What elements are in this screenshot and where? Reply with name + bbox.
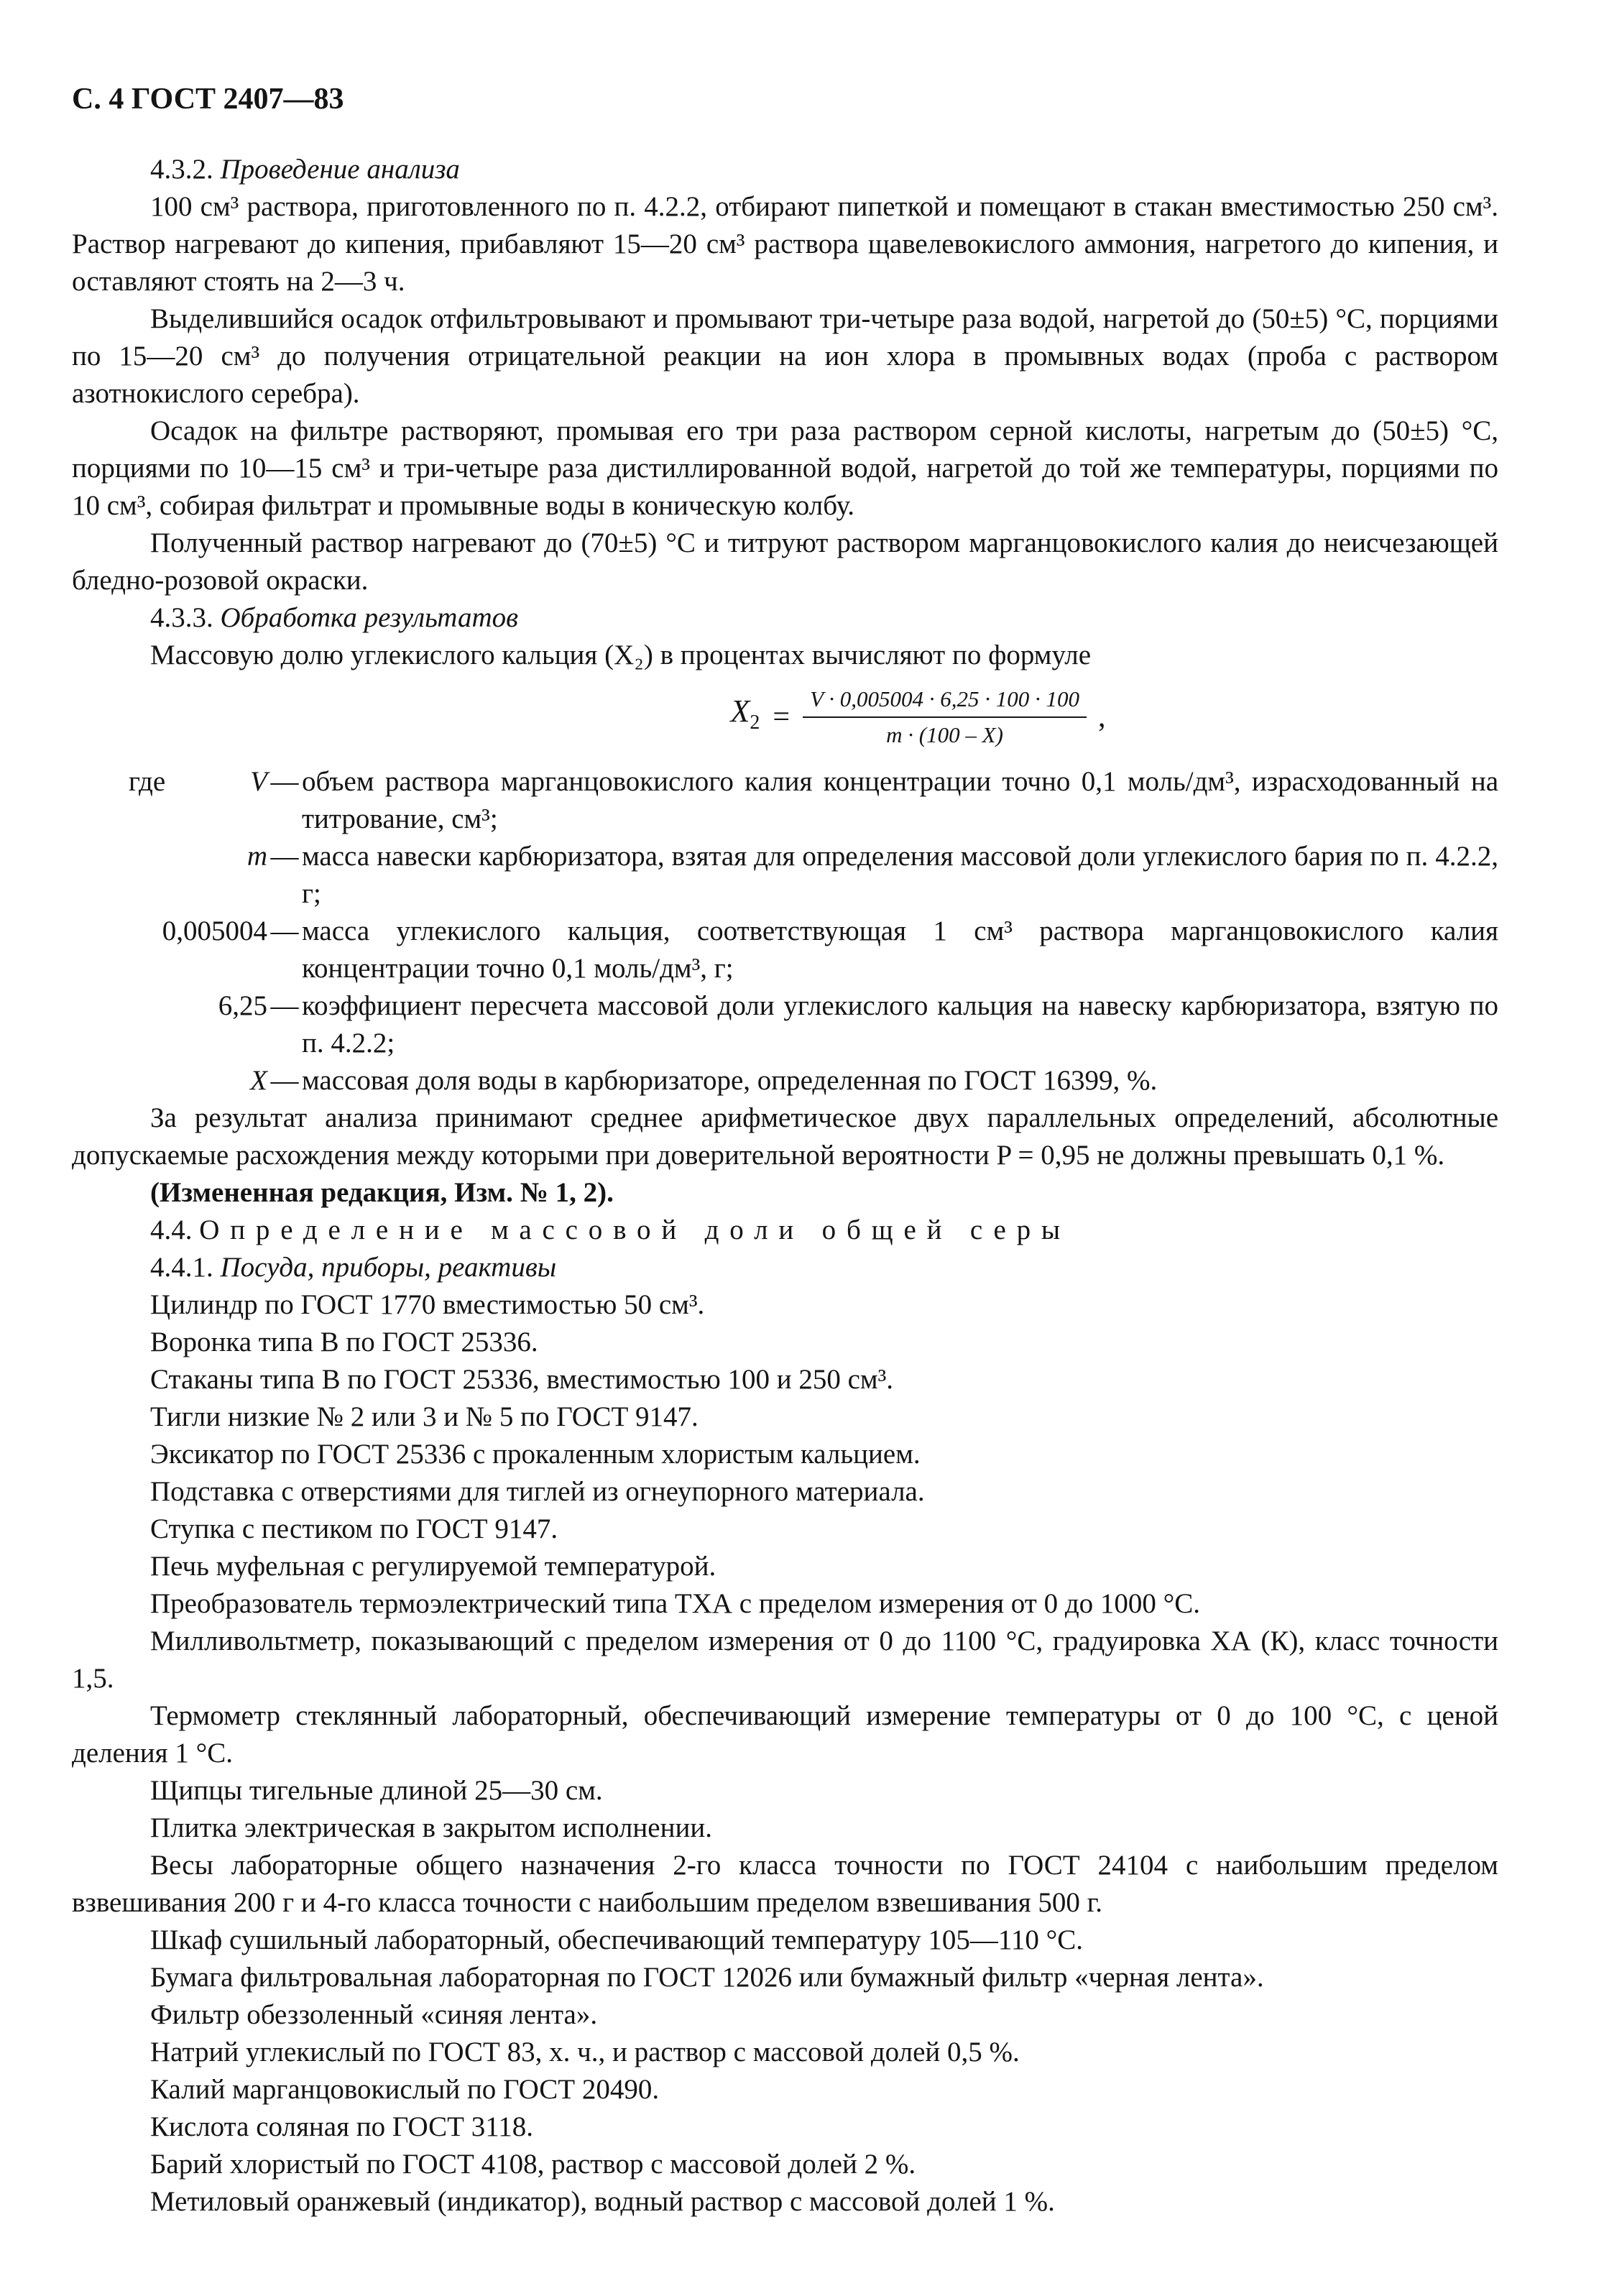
list-item: Кислота соляная по ГОСТ 3118. xyxy=(150,2111,534,2142)
list-item: Преобразователь термоэлектрический типа ТХА с пределом измерения от 0 до 1000 °С. xyxy=(150,1588,1201,1619)
list-item: Калий марганцовокислый по ГОСТ 20490. xyxy=(150,2074,660,2105)
definition-text: массовая доля воды в карбюризаторе, определенная по ГОСТ 16399, %. xyxy=(302,1065,1158,1096)
section-heading-4-4 xyxy=(72,1212,1498,1249)
list-item: Фильтр обеззоленный «синяя лента». xyxy=(150,1999,598,2030)
definition-dash: — xyxy=(270,766,299,797)
section-title: Определение массовой доли общей серы xyxy=(199,1214,1071,1245)
section-number: 4.3.2. xyxy=(150,154,213,185)
section-heading-4-4-1 xyxy=(72,1249,1498,1286)
list-item: Бумага фильтровальная лабораторная по ГОСТ 12026 или бумажный фильтр «черная лента». xyxy=(150,1962,1264,1993)
section-heading-4-3-2 xyxy=(72,151,1498,188)
paragraph: 100 см³ раствора, приготовленного по п. 4.2.2, отбирают пипеткой и помещают в стакан вместимостью 250 см³. Раствор нагревают до кипения, прибавляют 15—20 см³ раствора щавелевокислого аммония, нагретого до кипения, и оставляют стоять на 2—3 ч. xyxy=(72,191,1498,297)
section-number: 4.3.3. xyxy=(150,602,213,633)
list-item: Воронка типа В по ГОСТ 25336. xyxy=(150,1327,538,1357)
definition-symbol: X xyxy=(250,1065,267,1096)
result-paragraph: За результат анализа принимают среднее арифметическое двух параллельных определений, абсолютные допускаемые расхождения между которыми при доверительной вероятности P = 0,95 не должны превышать 0,1 %. xyxy=(72,1102,1498,1171)
list-item: Барий хлористый по ГОСТ 4108, раствор с массовой долей 2 %. xyxy=(150,2149,916,2180)
list-item: Метиловый оранжевый (индикатор), водный раствор с массовой долей 1 %. xyxy=(150,2186,1055,2217)
list-item: Весы лабораторные общего назначения 2-го класса точности по ГОСТ 24104 с наибольшим пределом взвешивания 200 г и 4-го класса точности с наибольшим пределом взвешивания 500 г. xyxy=(72,1850,1498,1918)
definition-row xyxy=(72,913,1498,987)
formula-equals: = xyxy=(773,701,791,734)
list-item: Шкаф сушильный лабораторный, обеспечивающий температуру 105—110 °С. xyxy=(150,1924,1083,1955)
formula-fraction xyxy=(803,683,1087,751)
definition-dash: — xyxy=(270,916,299,946)
formula-denominator: m · (100 – X) xyxy=(886,722,1003,747)
section-heading-4-3-3 xyxy=(72,599,1498,637)
formula-numerator: V · 0,005004 · 6,25 · 100 · 100 xyxy=(803,683,1087,718)
definition-row xyxy=(72,987,1498,1062)
paragraph: Осадок на фильтре растворяют, промывая его три раза раствором серной кислоты, нагретым до (50±5) °С, порциями по 10—15 см³ и три-четыре раза дистиллированной водой, нагретой до той же температуры, порциями по 10 см³, собирая фильтрат и промывные воды в коническую колбу. xyxy=(72,415,1498,521)
amendment-note: (Измененная редакция, Изм. № 1, 2). xyxy=(150,1177,614,1208)
section-title: Обработка результатов xyxy=(220,602,519,633)
definition-text: масса навески карбюризатора, взятая для определения массовой доли углекислого бария по п. 4.2.2, г; xyxy=(302,841,1498,909)
definition-text: коэффициент пересчета массовой доли углекислого кальция на навеску карбюризатора, взятую по п. 4.2.2; xyxy=(302,990,1498,1059)
list-item: Цилиндр по ГОСТ 1770 вместимостью 50 см³. xyxy=(150,1289,705,1320)
definition-row xyxy=(72,763,1498,838)
paragraph: Выделившийся осадок отфильтровывают и промывают три-четыре раза водой, нагретой до (50±5) °С, порциями по 15—20 см³ до получения отрицательной реакции на ион хлора в промывных водах (проба с раствором азотнокислого серебра). xyxy=(72,303,1498,409)
list-item: Натрий углекислый по ГОСТ 83, х. ч., и раствор с массовой долей 0,5 %. xyxy=(150,2037,1020,2067)
list-item: Термометр стеклянный лабораторный, обеспечивающий измерение температуры от 0 до 100 °С, с ценой деления 1 °С. xyxy=(72,1700,1498,1769)
definition-text: масса углекислого кальция, соответствующая 1 см³ раствора марганцовокислого калия концентрации точно 0,1 моль/дм³, г; xyxy=(302,916,1498,984)
equipment-list xyxy=(72,1286,1498,2221)
definition-symbol: где V xyxy=(128,766,267,797)
section-number: 4.4. xyxy=(150,1214,193,1245)
formula-lhs: $X_2$ xyxy=(730,693,760,734)
formula-intro: Массовую долю углекислого кальция (X₂) в процентах вычисляют по формуле xyxy=(150,640,1092,670)
paragraph: Полученный раствор нагревают до (70±5) °С и титруют раствором марганцовокислого калия до неисчезающей бледно-розовой окраски. xyxy=(72,527,1498,596)
list-item: Ступка с пестиком по ГОСТ 9147. xyxy=(150,1513,558,1544)
list-item: Милливольтметр, показывающий с пределом измерения от 0 до 1100 °С, градуировка ХА (К), класс точности 1,5. xyxy=(72,1626,1498,1694)
section-title: Проведение анализа xyxy=(220,154,460,185)
formula xyxy=(338,677,1498,757)
list-item: Стаканы типа В по ГОСТ 25336, вместимостью 100 и 250 см³. xyxy=(150,1364,894,1395)
definition-dash: — xyxy=(270,841,299,872)
where-label: где xyxy=(128,766,166,797)
document-page xyxy=(72,80,1498,2221)
definition-dash: — xyxy=(270,990,299,1021)
list-item: Печь муфельная с регулируемой температурой. xyxy=(150,1551,716,1582)
list-item: Эксикатор по ГОСТ 25336 с прокаленным хлористым кальцием. xyxy=(150,1439,921,1470)
list-item: Плитка электрическая в закрытом исполнении. xyxy=(150,1812,712,1843)
section-number: 4.4.1. xyxy=(150,1252,213,1283)
page-header: С. 4 ГОСТ 2407—83 xyxy=(72,83,344,116)
formula-comma: , xyxy=(1097,701,1106,734)
definition-symbol: 0,005004 xyxy=(162,916,267,946)
definition-dash: — xyxy=(270,1065,299,1096)
definition-symbol: 6,25 xyxy=(218,990,267,1021)
list-item: Подставка с отверстиями для тиглей из огнеупорного материала. xyxy=(150,1476,925,1507)
list-item: Тигли низкие № 2 или 3 и № 5 по ГОСТ 9147. xyxy=(150,1401,699,1432)
definition-symbol: m xyxy=(246,841,267,872)
list-item: Щипцы тигельные длиной 25—30 см. xyxy=(150,1775,603,1806)
section-title: Посуда, приборы, реактивы xyxy=(220,1252,557,1283)
definition-row xyxy=(72,1062,1498,1099)
definition-text: объем раствора марганцовокислого калия концентрации точно 0,1 моль/дм³, израсходованный на титрование, см³; xyxy=(302,766,1498,834)
definition-row xyxy=(72,838,1498,913)
